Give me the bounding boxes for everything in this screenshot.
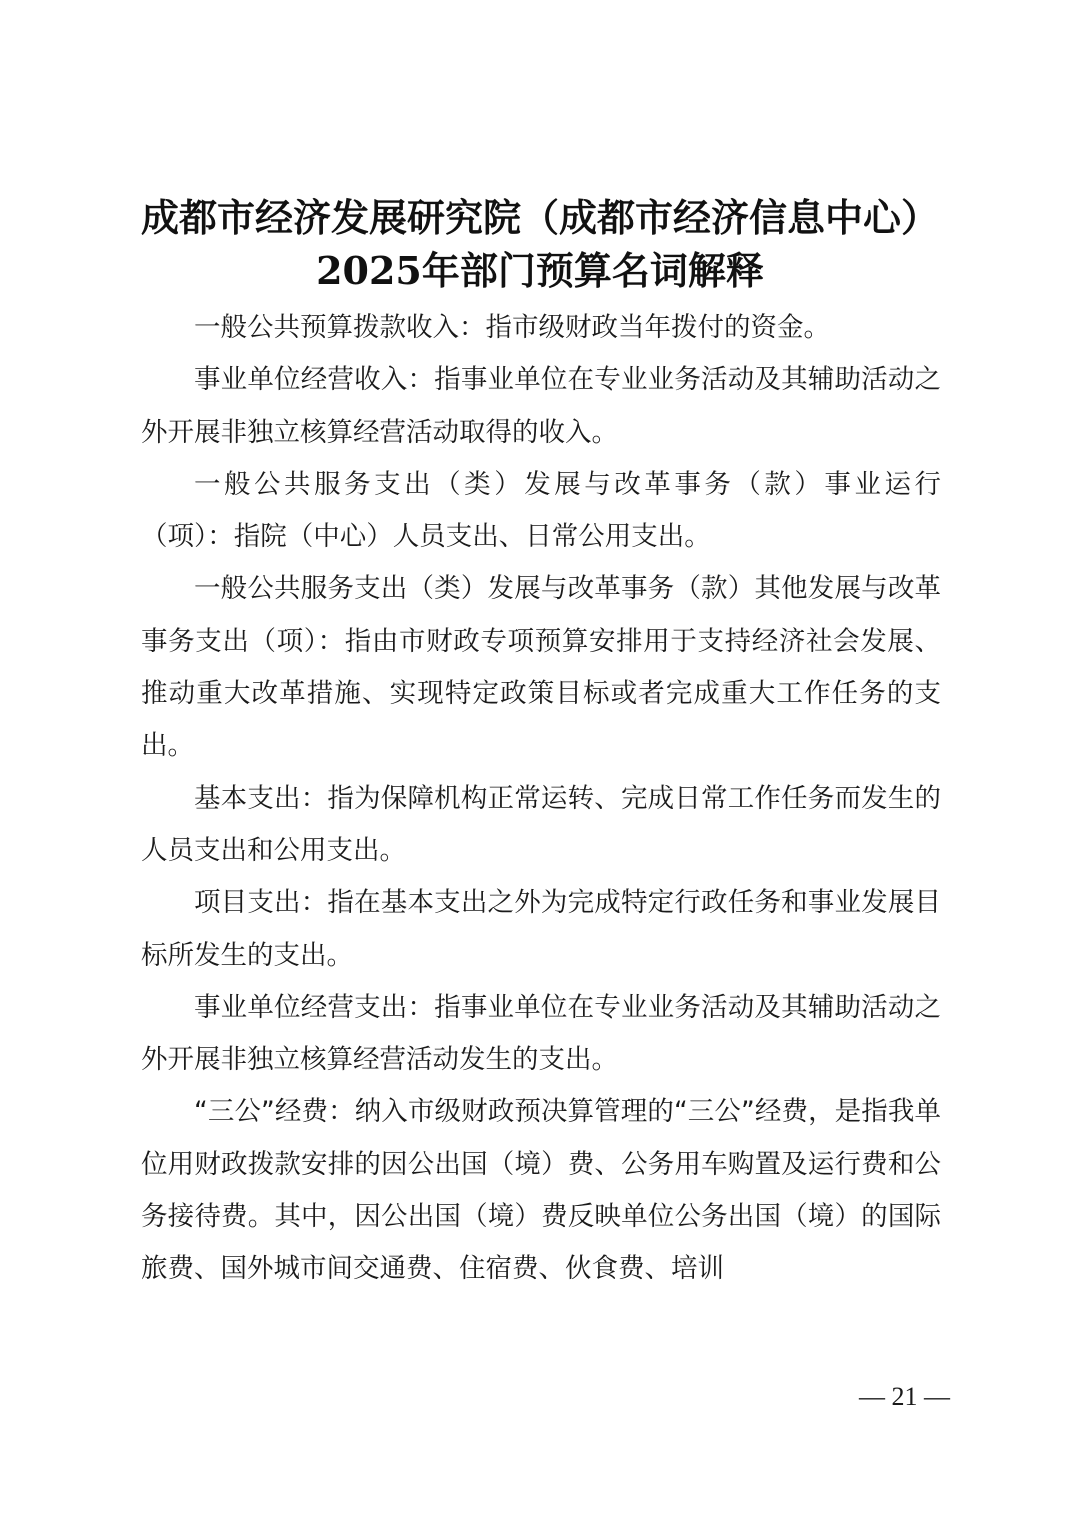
- paragraph-project-expenditure: 项目支出：指在基本支出之外为完成特定行政任务和事业发展目标所发生的支出。: [141, 887, 941, 971]
- paragraph-operation-item: 一般公共服务支出（类）发展与改革事务（款）事业运行（项）：指院（中心）人员支出、日常公用支出。: [141, 468, 941, 553]
- paragraph-three-public-funds: “三公”经费：纳入市级财政预决算管理的“三公”经费，是指我单位用财政拨款安排的因公出国（境）费、公务用车购置及运行费和公务接待费。其中，因公出国（境）费反映单位公务出国（境）的国际旅费、国外城市间交通费、住宿费、伙食费、培训: [141, 1096, 941, 1285]
- paragraph-business-expenditure: 事业单位经营支出：指事业单位在专业业务活动及其辅助活动之外开展非独立核算经营活动发生的支出。: [141, 991, 941, 1076]
- paragraph-business-revenue: 事业单位经营收入：指事业单位在专业业务活动及其辅助活动之外开展非独立核算经营活动取得的收入。: [141, 364, 941, 448]
- page-number: — 21 —: [859, 1382, 950, 1411]
- paragraph-basic-expenditure: 基本支出：指为保障机构正常运转、完成日常工作任务而发生的人员支出和公用支出。: [141, 782, 941, 866]
- document-body: [141, 302, 941, 1296]
- paragraph-other-reform-item: 一般公共服务支出（类）发展与改革事务（款）其他发展与改革事务支出（项）：指由市财政专项预算安排用于支持经济社会发展、推动重大改革措施、实现特定政策目标或者完成重大工作任务的支出。: [141, 573, 941, 762]
- paragraph-general-budget-revenue: 一般公共预算拨款收入：指市级财政当年拨付的资金。: [194, 312, 830, 343]
- document-title-line-1: 成都市经济发展研究院（成都市经济信息中心）: [140, 195, 939, 240]
- document-title-line-2: 2025年部门预算名词解释: [316, 248, 764, 293]
